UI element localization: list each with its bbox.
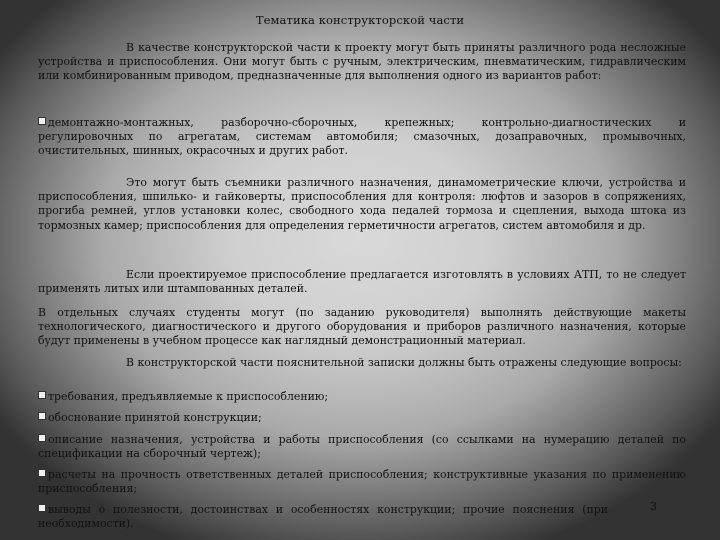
intro-paragraph: В качестве конструкторской части к проекту могут быть приняты различного рода несложные устройства и приспособления. Они могут быть с ручным, электрическим, пневматическим, гидравлическим или комбинированным приводом, предназначенные для выполнения одного из вариантов работ:	[38, 41, 686, 83]
paragraph-atp: Если проектируемое приспособление предлагается изготовлять в условиях АТП, то не следует применять литых или штампованных деталей.	[38, 268, 686, 296]
bullet-icon	[38, 504, 46, 512]
list-item-text: расчеты на прочность ответственных деталей приспособления; конструктивные указания по применению приспособления;	[38, 468, 686, 496]
bullet-icon	[38, 469, 46, 477]
list-item-text: требования, предъявляемые к приспособлению;	[48, 390, 328, 403]
list-item	[38, 503, 608, 531]
list-item	[38, 468, 686, 496]
paragraph-models: В отдельных случаях студенты могут (по заданию руководителя) выполнять действующие макеты технологического, диагностического и другого оборудования и приборов различного назначения, которые будут применены в учебном процессе как наглядный демонстрационный материал.	[38, 306, 686, 348]
slide-title: Тематика конструкторской части	[255, 13, 465, 27]
bullet-text: демонтажно-монтажных, разборочно-сборочных, крепежных; контрольно-диагностических и регулировочных по агрегатам, системам автомобиля; смазочных, дозаправочных, промывочных, очистительных, шинных, окрасочных и других работ.	[38, 116, 686, 158]
bullet-icon	[38, 434, 46, 442]
list-item-text: описание назначения, устройства и работы приспособления (со ссылками на нумерацию деталей по спецификации на сборочный чертеж);	[38, 433, 686, 461]
list-item-text: обоснование принятой конструкции;	[48, 411, 262, 424]
list-item	[38, 433, 686, 461]
list-item-text: выводы о полезности, достоинствах и особенностях конструкции; прочие пояснения (при необходимости).	[38, 503, 608, 531]
paragraph-devices: Это могут быть съемники различного назначения, динамометрические ключи, устройства и приспособления, шпилько- и гайковерты, приспособления для контроля: люфтов и зазоров в сопряжениях, прогиба ремней, углов установки колес, свободного хода педалей тормоза и сцепления, выхода штока из тормозных камер; приспособления для определения герметичности агрегатов, систем автомобиля и др.	[38, 176, 686, 232]
bullet-icon	[38, 412, 46, 420]
page-number: 3	[650, 500, 657, 513]
list-item	[38, 390, 686, 404]
bullet-icon	[38, 117, 46, 125]
paragraph-questions: В конструкторской части пояснительной записки должны быть отражены следующие вопросы:	[126, 356, 682, 369]
bullet-item-works	[38, 116, 686, 159]
bullet-icon	[38, 391, 46, 399]
list-item	[38, 411, 686, 425]
